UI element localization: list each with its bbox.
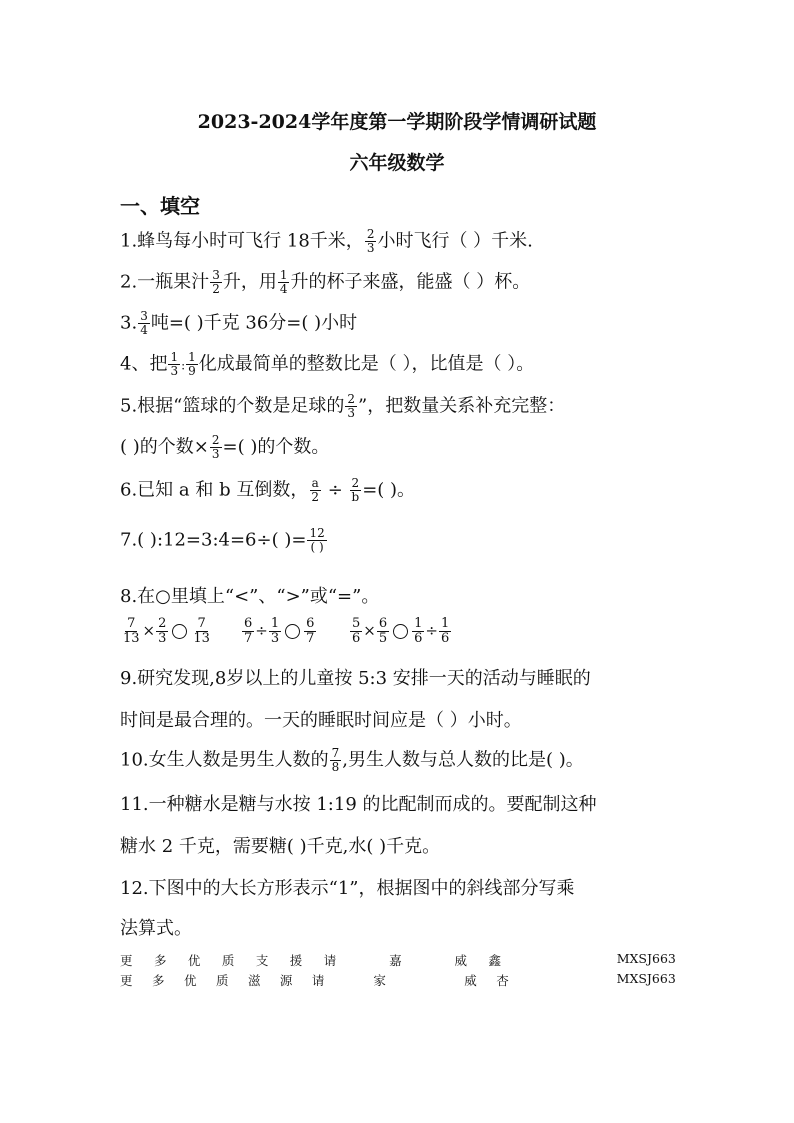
question-2: 2.一瓶果汁 $\frac{3}{2}$ 升，用 $\frac{1}{4}$ 升的杯子来盛，能盛（ ）杯。 — [120, 268, 531, 296]
fraction: $\frac{1}{6}$ — [414, 616, 423, 646]
fraction: $\frac{a}{2}$ — [311, 476, 319, 504]
question-5-line-2: ( )的个数× $\frac{2}{3}$ =( )的个数。 — [120, 433, 330, 461]
question-10: 10.女生人数是男生人数的 $\frac{7}{8}$ ,男生人数与总人数的比是( )。 — [120, 746, 584, 774]
fraction: $\frac{1}{4}$ — [279, 268, 288, 296]
question-7: 7.( ):12=3:4=6÷( )= 12 ( ) — [120, 526, 325, 554]
question-5: 5.根据“篮球的个数是足球的 $\frac{2}{3}$ ”，把数量关系补充完整： — [120, 392, 566, 420]
comparison-3: $\frac{5}{6}$ × $\frac{6}{5}$ $\frac{1}{6}$ ÷ $\frac{1}{6}$ — [352, 616, 450, 646]
section-heading: 一、填空 — [120, 194, 200, 218]
fraction: $\frac{6}{5}$ — [378, 616, 388, 646]
fraction: 12 ( ) — [309, 526, 325, 554]
fraction: $\frac{3}{2}$ — [212, 268, 220, 296]
fraction: $\frac{6}{7}$ — [244, 616, 253, 646]
comparison-1: $\frac{7}{13}$ × $\frac{2}{3}$ $\frac{7}{13}$ — [123, 616, 210, 646]
question-1: 1.蜂鸟每小时可飞行 18千米， $\frac{2}{3}$ 小时飞行（ ）千米. — [120, 227, 533, 255]
question-12-line-2: 法算式。 — [120, 918, 192, 939]
question-9-line-2: 时间是最合理的。一天的睡眠时间应是（ ）小时。 — [120, 710, 522, 731]
question-4: 4、把 $\frac{1}{3}$ : $\frac{1}{9}$ 化成最简单的整数比是（ ），比值是（ ）。 — [120, 350, 535, 378]
fraction: $\frac{2}{b}$ — [351, 476, 360, 504]
compare-circle-2[interactable] — [285, 624, 300, 639]
question-12: 12.下图中的大长方形表示“1”，根据图中的斜线部分写乘 — [120, 878, 575, 899]
compare-circle-1[interactable] — [172, 624, 187, 639]
fraction: $\frac{2}{3}$ — [158, 616, 167, 646]
exam-title: 2023-2024学年度第一学期阶段学情调研试题 — [197, 111, 597, 133]
fraction: $\frac{2}{3}$ — [347, 392, 356, 420]
question-9: 9.研究发现,8岁以上的儿童按 5:3 安排一天的活动与睡眠的 — [120, 668, 591, 689]
fraction: $\frac{5}{6}$ — [352, 616, 361, 646]
fraction: $\frac{2}{3}$ — [211, 433, 220, 461]
fraction: $\frac{6}{7}$ — [306, 616, 315, 646]
comparison-2: $\frac{6}{7}$ ÷ $\frac{1}{3}$ $\frac{6}{7}$ — [244, 616, 315, 646]
question-3: 3. $\frac{3}{4}$ 吨=( )千克 36分=( )小时 — [120, 309, 358, 337]
fraction: $\frac{1}{3}$ — [270, 616, 280, 646]
fraction: $\frac{7}{13}$ — [123, 616, 140, 646]
fraction: $\frac{7}{8}$ — [331, 746, 340, 774]
compare-circle-3[interactable] — [393, 624, 408, 639]
question-11: 11.一种糖水是糖与水按 1:19 的比配制而成的。要配制这种 — [120, 794, 597, 815]
fraction: $\frac{1}{3}$ — [170, 350, 179, 378]
fraction: $\frac{3}{4}$ — [140, 309, 148, 337]
exam-subtitle: 六年级数学 — [349, 152, 445, 174]
question-8: 8.在○里填上“<”、“>”或“=”。 — [120, 586, 380, 607]
fraction: $\frac{1}{9}$ — [188, 350, 196, 378]
fraction: $\frac{1}{6}$ — [441, 616, 450, 646]
footer-line-1: 更 多 优 质 支 援 请 嘉 威 鑫 MXSJ663 — [120, 951, 676, 968]
fraction: $\frac{7}{13}$ — [193, 616, 210, 646]
fraction: $\frac{2}{3}$ — [366, 227, 375, 255]
question-6: 6.已知 a 和 b 互倒数， $\frac{a}{2}$ ÷ $\frac{2}{b}$ =( )。 — [120, 476, 416, 504]
question-11-line-2: 糖水 2 千克，需要糖( )千克,水( )千克。 — [120, 836, 441, 857]
footer-line-2: 更 多 优 质 滋 源 请 家 威 杏 MXSJ663 — [120, 971, 676, 988]
